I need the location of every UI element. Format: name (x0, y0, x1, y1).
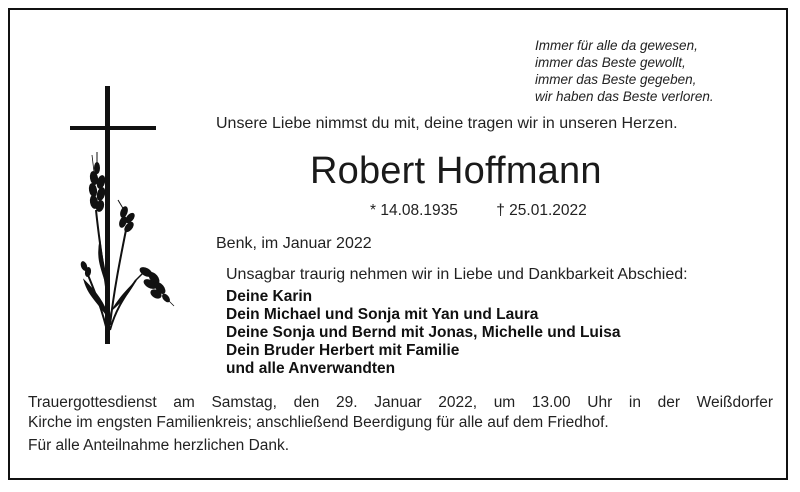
mourner-line: Dein Bruder Herbert mit Familie (226, 342, 460, 359)
poem (535, 37, 740, 105)
place-date: Benk, im Januar 2022 (216, 235, 372, 252)
poem-line: wir haben das Beste verloren. (535, 89, 714, 104)
death-date: † 25.01.2022 (496, 202, 587, 219)
poem-line: immer das Beste gewollt, (535, 55, 686, 70)
mourner-line: und alle Anverwandten (226, 360, 396, 377)
service-announcement (28, 393, 773, 433)
thanks-text: Für alle Anteilnahme herzlichen Dank. (28, 437, 290, 454)
mourner-line: Dein Michael und Sonja mit Yan und Laura (226, 306, 539, 323)
birth-date: * 14.08.1935 (370, 202, 458, 219)
deceased-name: Robert Hoffmann (310, 150, 602, 192)
poem-line: immer das Beste gegeben, (535, 72, 697, 87)
cross-with-wheat-icon (66, 80, 176, 370)
service-line: Kirche im engsten Familienkreis; anschließend Beerdigung für alle auf dem Friedhof. (28, 414, 609, 431)
life-dates (370, 202, 587, 220)
poem-line: Immer für alle da gewesen, (535, 38, 698, 53)
mourner-line: Deine Sonja und Bernd mit Jonas, Michelle und Luisa (226, 324, 621, 341)
mourners-list (226, 288, 620, 378)
farewell-text: Unsagbar traurig nehmen wir in Liebe und Dankbarkeit Abschied: (226, 266, 688, 283)
service-line: Trauergottesdienst am Samstag, den 29. Januar 2022, um 13.00 Uhr in der Weißdorfer (28, 394, 773, 411)
obituary-notice (8, 8, 788, 480)
mourner-line: Deine Karin (226, 288, 313, 305)
motto: Unsere Liebe nimmst du mit, deine tragen wir in unseren Herzen. (216, 115, 678, 132)
